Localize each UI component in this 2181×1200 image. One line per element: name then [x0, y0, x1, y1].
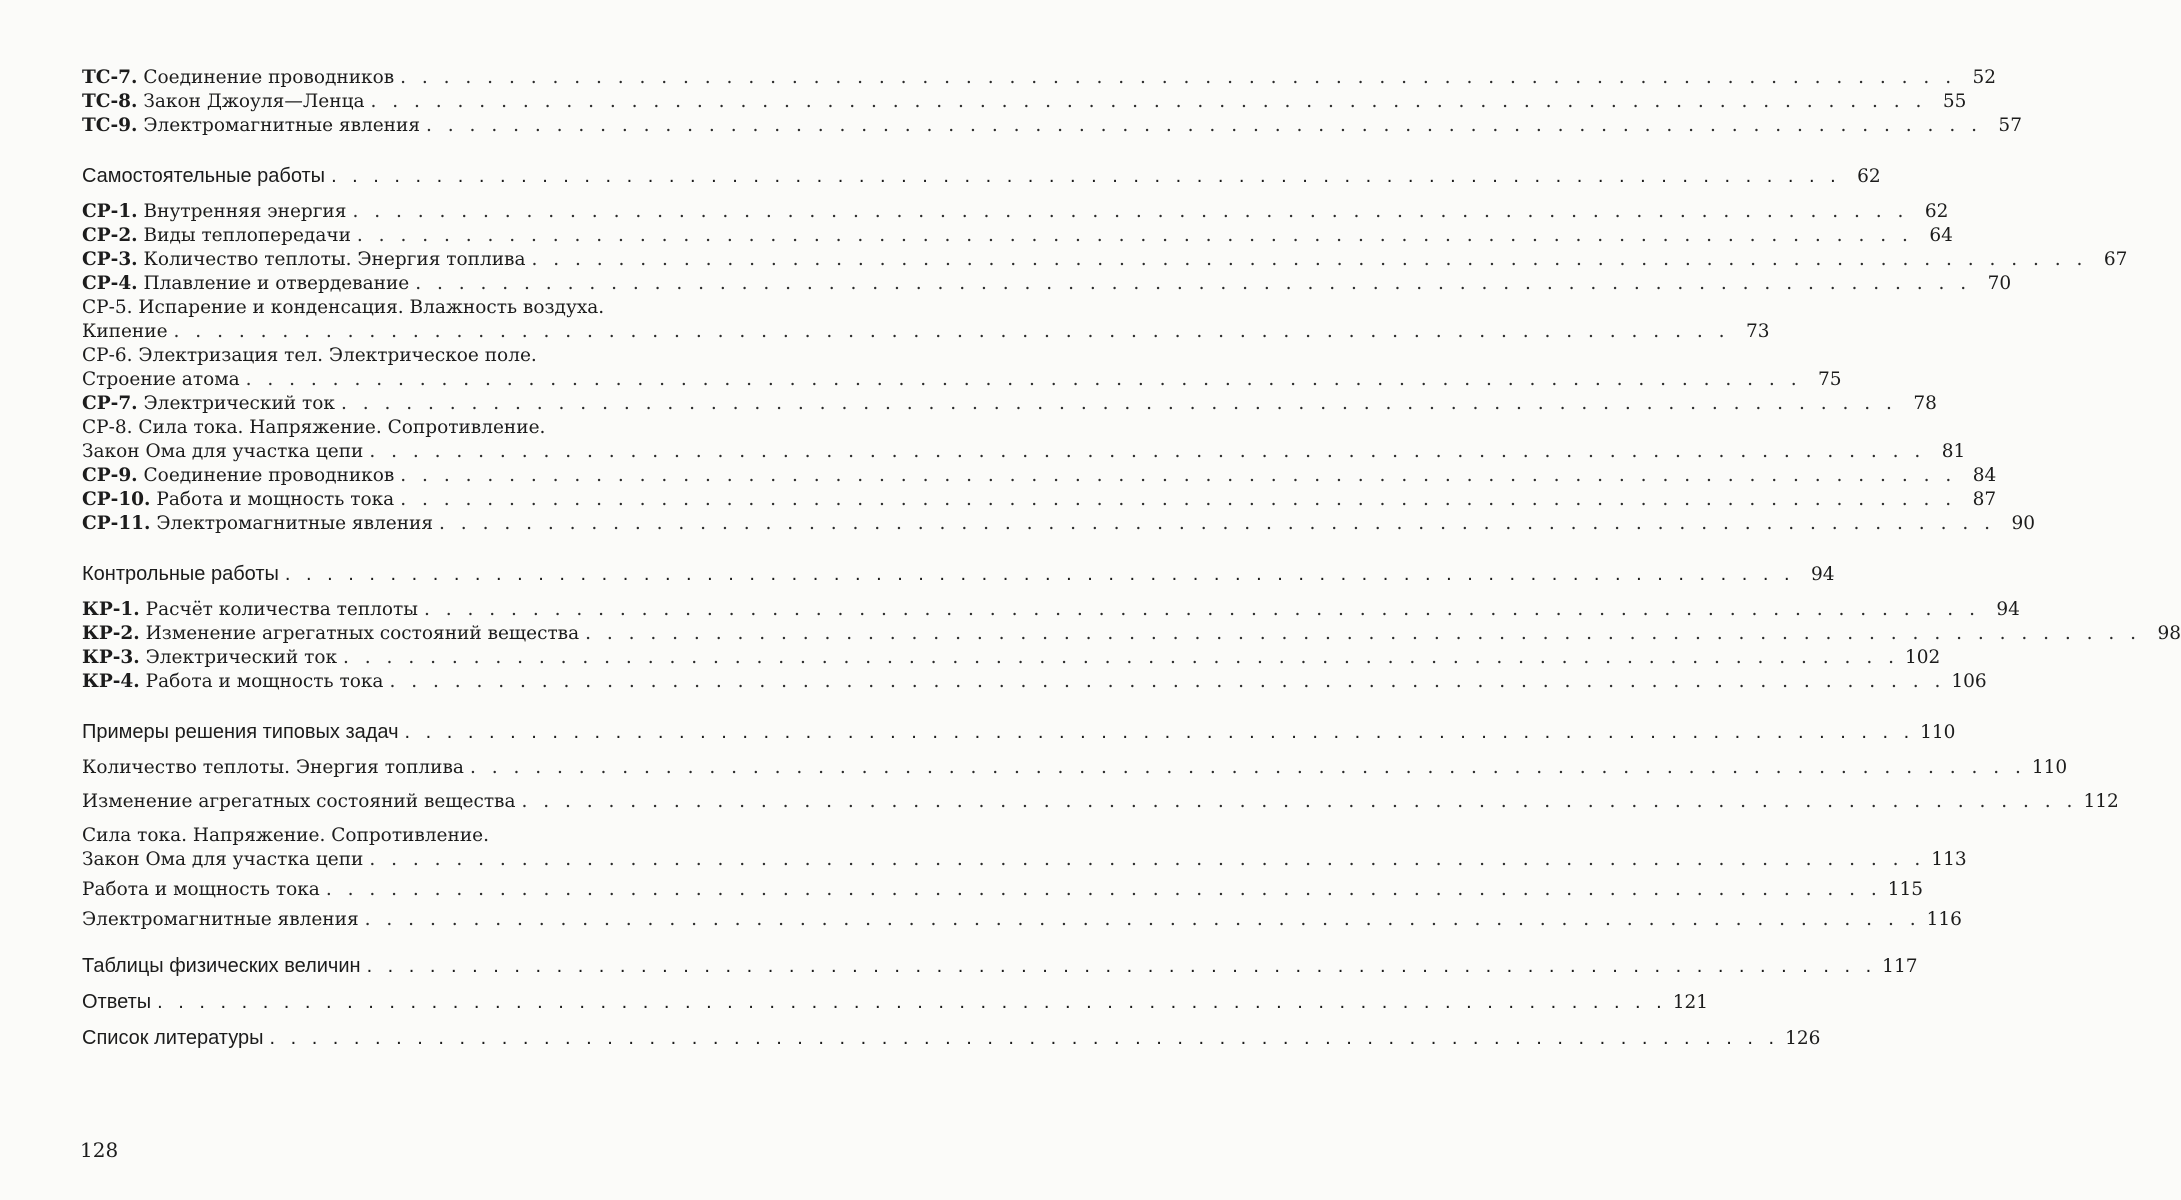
entry-code: КР-4.	[82, 671, 140, 692]
toc-entry-row	[82, 908, 1962, 932]
toc-entry-row	[82, 670, 1987, 694]
entry-page: 106	[1951, 671, 1987, 692]
entry-title: Электрический ток	[143, 393, 335, 414]
toc-entry	[82, 344, 1842, 392]
entry-text	[82, 756, 464, 780]
dot-leader: . . . . . . . . . . . . . . . . . . . . . . . . . . . . . . . . . . . . . . . . . . . . . . . . . . . . . . . . . . . . . . . . . . . . . . . .	[585, 623, 2142, 644]
entry-page: 115	[1887, 879, 1924, 900]
toc-entry	[82, 224, 1953, 248]
entry-text	[82, 878, 320, 902]
entry-text	[82, 90, 365, 114]
entry-title: Работа и мощность тока	[156, 489, 395, 510]
entry-code: СР-3.	[82, 249, 138, 270]
entry-title: Количество теплоты. Энергия топлива	[82, 757, 464, 778]
toc-entry	[82, 512, 2035, 536]
toc-section-row	[82, 952, 1918, 980]
section-title: Таблицы физических величин	[82, 955, 361, 977]
entry-title: Соединение проводников	[143, 465, 395, 486]
dot-leader: . . . . . . . . . . . . . . . . . . . . . . . . . . . . . . . . . . . . . . . . . . . . . . . . . . . . . . . . . . . . . . . . . . . . . . . .	[370, 91, 1927, 112]
entry-page: 84	[1972, 465, 1997, 486]
toc-section	[82, 952, 1918, 980]
entry-page: 87	[1972, 489, 1997, 510]
entry-title: Закон Джоуля—Ленца	[143, 91, 365, 112]
section-title: Список литературы	[82, 1027, 264, 1049]
dot-leader: . . . . . . . . . . . . . . . . . . . . . . . . . . . . . . . . . . . . . . . . . . . . . . . . . . . . . . . . . . . . . . . . . . . . . . . .	[521, 791, 2078, 812]
toc-entry-row	[82, 464, 1997, 488]
section-page: 110	[1920, 722, 1956, 743]
entry-page: 78	[1913, 393, 1937, 414]
toc-entry	[82, 90, 1967, 114]
entry-page: 75	[1818, 369, 1842, 390]
toc-entry-row	[82, 200, 1949, 224]
toc-entry-row	[82, 790, 2119, 814]
toc-entry	[82, 824, 1967, 872]
entry-title: Работа и мощность тока	[82, 879, 320, 900]
entry-continuation-row	[82, 848, 1967, 872]
entry-text	[82, 908, 359, 932]
entry-page: 94	[1996, 599, 2020, 620]
entry-title: Работа и мощность тока	[145, 671, 384, 692]
entry-page: 67	[2103, 249, 2128, 270]
toc-entry	[82, 622, 2181, 646]
dot-leader: . . . . . . . . . . . . . . . . . . . . . . . . . . . . . . . . . . . . . . . . . . . . . . . . . . . . . . . . . . . . . . . . . . . . . . . .	[426, 115, 1982, 136]
entry-title: Электромагнитные явления	[82, 909, 359, 930]
entry-page: 64	[1929, 225, 1953, 246]
entry-title: Электрический ток	[145, 647, 338, 668]
entry-page: 113	[1931, 849, 1967, 870]
entry-page: 73	[1745, 321, 1770, 342]
entry-code: СР-11.	[82, 513, 151, 534]
dot-leader: . . . . . . . . . . . . . . . . . . . . . . . . . . . . . . . . . . . . . . . . . . . . . . . . . . . . . . . . . . . . . . . . . . . . . . . .	[343, 647, 1899, 668]
entry-page: 52	[1972, 67, 1997, 88]
toc-entry-row	[82, 224, 1953, 248]
toc-entry-row	[82, 512, 2035, 536]
toc-section-row	[82, 988, 1709, 1016]
entry-title: Сила тока. Напряжение. Сопротивление.	[82, 825, 489, 846]
entry-text	[82, 392, 335, 416]
entry-continuation: Строение атома	[82, 369, 240, 390]
entry-text	[82, 66, 394, 90]
toc-entry-row	[82, 598, 2020, 622]
entry-code: КР-1.	[82, 599, 140, 620]
entry-first-line	[82, 416, 854, 440]
section-page: 126	[1785, 1028, 1821, 1049]
entry-continuation: Кипение	[82, 321, 168, 342]
entry-code: СР-8.	[82, 417, 133, 438]
entry-page: 55	[1942, 91, 1967, 112]
dot-leader: . . . . . . . . . . . . . . . . . . . . . . . . . . . . . . . . . . . . . . . . . . . . . . . . . . . . . . . . . . . . . . . . . . . . . . . .	[356, 225, 1913, 246]
entry-title: Соединение проводников	[143, 67, 395, 88]
toc-entry	[82, 272, 2012, 296]
toc-section-row	[82, 1024, 1821, 1052]
toc-entry	[82, 66, 1997, 90]
entry-page: 70	[1987, 273, 2012, 294]
section-page: 117	[1882, 956, 1918, 977]
page-number: 128	[80, 1138, 119, 1162]
toc-entry-row	[82, 248, 2128, 272]
dot-leader: . . . . . . . . . . . . . . . . . . . . . . . . . . . . . . . . . . . . . . . . . . . . . . . . . . . . . . . . . . . . . . . . . . . . . . . .	[400, 489, 1957, 510]
entry-text	[82, 224, 351, 248]
section-page: 62	[1857, 166, 1881, 187]
dot-leader: . . . . . . . . . . . . . . . . . . . . . . . . . . . . . . . . . . . . . . . . . . . . . . . . . . . . . . . . . . . . . . . . . . . . . . . .	[469, 757, 2026, 778]
entry-text	[82, 114, 420, 138]
entry-text	[82, 598, 418, 622]
dot-leader: . . . . . . . . . . . . . . . . . . . . . . . . . . . . . . . . . . . . . . . . . . . . . . . . . . . . . . . . . . . . . . . . . . . . . . . .	[415, 273, 1972, 294]
entry-code: СР-9.	[82, 465, 138, 486]
entry-code: СР-4.	[82, 273, 138, 294]
entry-title: Плавление и отвердевание	[143, 273, 410, 294]
dot-leader: . . . . . . . . . . . . . . . . . . . . . . . . . . . . . . . . . . . . . . . . . . . . . . . . . . . . . . . . . . . . . . . . . . . . . . . .	[400, 67, 1957, 88]
toc-entry	[82, 598, 2020, 622]
entry-text	[82, 464, 394, 488]
toc-entry	[82, 646, 1941, 670]
dot-leader: . . . . . . . . . . . . . . . . . . . . . . . . . . . . . . . . . . . . . . . . . . . . . . . . . . . . . . . . . . . . . . . . . . . . . . . .	[369, 849, 1926, 870]
entry-title: Виды теплопередачи	[143, 225, 351, 246]
toc-section	[82, 1024, 1821, 1052]
toc-entry	[82, 200, 1949, 224]
entry-text	[82, 790, 516, 814]
dot-leader: . . . . . . . . . . . . . . . . . . . . . . . . . . . . . . . . . . . . . . . . . . . . . . . . . . . . . . . . . . . . . . . . . . . . . . . .	[269, 1027, 1780, 1049]
dot-leader: . . . . . . . . . . . . . . . . . . . . . . . . . . . . . . . . . . . . . . . . . . . . . . . . . . . . . . . . . . . . . . . . . . . . . . . .	[157, 991, 1667, 1013]
entry-text	[82, 200, 346, 224]
dot-leader: . . . . . . . . . . . . . . . . . . . . . . . . . . . . . . . . . . . . . . . . . . . . . . . . . . . . . . . . . . . . . . . . . . . . . . . .	[325, 879, 1882, 900]
toc-entry	[82, 114, 2022, 138]
toc-section	[82, 988, 1709, 1016]
dot-leader: . . . . . . . . . . . . . . . . . . . . . . . . . . . . . . . . . . . . . . . . . . . . . . . . . . . . . . . . . . . . . . . . . . . . . . . .	[389, 671, 1946, 692]
entry-title: Сила тока. Напряжение. Сопротивление.	[138, 417, 546, 438]
entry-continuation: Закон Ома для участка цепи	[82, 441, 364, 462]
toc-entry	[82, 392, 1937, 416]
entry-page: 98	[2157, 623, 2181, 644]
entry-text	[82, 646, 337, 670]
section-title: Примеры решения типовых задач	[82, 721, 399, 743]
entry-page: 116	[1926, 909, 1962, 930]
entry-code: КР-2.	[82, 623, 140, 644]
dot-leader: . . . . . . . . . . . . . . . . . . . . . . . . . . . . . . . . . . . . . . . . . . . . . . . . . . . . . . . . . . . . . . . . . . . . . . . .	[404, 721, 1915, 743]
entry-code: СР-10.	[82, 489, 151, 510]
entry-text	[82, 488, 394, 512]
toc-entry-row	[82, 878, 1924, 902]
toc-entry-row	[82, 114, 2022, 138]
entry-text	[82, 272, 409, 296]
entry-page: 81	[1941, 441, 1966, 462]
toc-entry	[82, 756, 2068, 780]
toc-entry	[82, 878, 1924, 902]
entry-title: Испарение и конденсация. Влажность воздуха.	[138, 297, 605, 318]
toc-entry	[82, 488, 1997, 512]
entry-title: Электромагнитные явления	[143, 115, 421, 136]
dot-leader: . . . . . . . . . . . . . . . . . . . . . . . . . . . . . . . . . . . . . . . . . . . . . . . . . . . . . . . . . . . . . . . . . . . . . . . .	[369, 441, 1926, 462]
entry-text	[82, 622, 579, 646]
dot-leader: . . . . . . . . . . . . . . . . . . . . . . . . . . . . . . . . . . . . . . . . . . . . . . . . . . . . . . . . . . . . . . . . . . . . . . . .	[364, 909, 1921, 930]
toc-entry-row	[82, 66, 1997, 90]
toc-section	[82, 560, 1835, 588]
entry-code: ТС-8.	[82, 91, 138, 112]
entry-continuation-row	[82, 440, 1966, 464]
toc-section-row	[82, 560, 1835, 588]
entry-continuation: Закон Ома для участка цепи	[82, 849, 364, 870]
entry-page: 102	[1904, 647, 1941, 668]
toc-entry-row	[82, 272, 2012, 296]
toc-entry	[82, 464, 1997, 488]
section-title: Ответы	[82, 991, 152, 1013]
entry-code: СР-5.	[82, 297, 133, 318]
dot-leader: . . . . . . . . . . . . . . . . . . . . . . . . . . . . . . . . . . . . . . . . . . . . . . . . . . . . . . . . . . . . . . . . . . . . . . . .	[352, 201, 1909, 222]
toc-entry-row	[82, 646, 1941, 670]
dot-leader: . . . . . . . . . . . . . . . . . . . . . . . . . . . . . . . . . . . . . . . . . . . . . . . . . . . . . . . . . . . . . . . . . . . . . . . .	[424, 599, 1980, 620]
toc-entry-row	[82, 90, 1967, 114]
toc-entry	[82, 908, 1962, 932]
entry-code: СР-6.	[82, 345, 133, 366]
entry-code: СР-7.	[82, 393, 138, 414]
table-of-contents	[82, 66, 2181, 1052]
section-title: Самостоятельные работы	[82, 165, 326, 187]
entry-first-line	[82, 824, 854, 848]
toc-section	[82, 718, 1956, 746]
entry-first-line	[82, 296, 854, 320]
entry-code: СР-1.	[82, 201, 138, 222]
entry-title: Расчёт количества теплоты	[145, 599, 419, 620]
entry-title: Количество теплоты. Энергия топлива	[143, 249, 526, 270]
entry-title: Изменение агрегатных состояний вещества	[145, 623, 580, 644]
entry-page: 112	[2083, 791, 2119, 812]
entry-title: Внутренняя энергия	[143, 201, 347, 222]
dot-leader: . . . . . . . . . . . . . . . . . . . . . . . . . . . . . . . . . . . . . . . . . . . . . . . . . . . . . . . . . . . . . . . . . . . . . . . .	[173, 321, 1730, 342]
section-page: 94	[1810, 564, 1835, 585]
toc-entry-row	[82, 488, 1997, 512]
entry-page: 57	[1998, 115, 2022, 136]
entry-text	[82, 670, 383, 694]
dot-leader: . . . . . . . . . . . . . . . . . . . . . . . . . . . . . . . . . . . . . . . . . . . . . . . . . . . . . . . . . . . . . . . . . . . . . . . .	[331, 165, 1841, 187]
dot-leader: . . . . . . . . . . . . . . . . . . . . . . . . . . . . . . . . . . . . . . . . . . . . . . . . . . . . . . . . . . . . . . . . . . . . . . . .	[531, 249, 2088, 270]
entry-first-line	[82, 344, 854, 368]
toc-section-row	[82, 718, 1956, 746]
entry-code: КР-3.	[82, 647, 140, 668]
entry-title: Электромагнитные явления	[156, 513, 434, 534]
section-page: 121	[1672, 992, 1709, 1013]
dot-leader: . . . . . . . . . . . . . . . . . . . . . . . . . . . . . . . . . . . . . . . . . . . . . . . . . . . . . . . . . . . . . . . . . . . . . . . .	[439, 513, 1995, 534]
entry-text	[82, 248, 525, 272]
dot-leader: . . . . . . . . . . . . . . . . . . . . . . . . . . . . . . . . . . . . . . . . . . . . . . . . . . . . . . . . . . . . . . . . . . . . . . . .	[284, 563, 1795, 585]
toc-section-row	[82, 162, 1881, 190]
dot-leader: . . . . . . . . . . . . . . . . . . . . . . . . . . . . . . . . . . . . . . . . . . . . . . . . . . . . . . . . . . . . . . . . . . . . . . . .	[340, 393, 1897, 414]
entry-page: 110	[2031, 757, 2068, 778]
dot-leader: . . . . . . . . . . . . . . . . . . . . . . . . . . . . . . . . . . . . . . . . . . . . . . . . . . . . . . . . . . . . . . . . . . . . . . . .	[245, 369, 1802, 390]
entry-code: ТС-7.	[82, 67, 138, 88]
dot-leader: . . . . . . . . . . . . . . . . . . . . . . . . . . . . . . . . . . . . . . . . . . . . . . . . . . . . . . . . . . . . . . . . . . . . . . . .	[400, 465, 1957, 486]
section-title: Контрольные работы	[82, 563, 279, 585]
entry-continuation-row	[82, 320, 1770, 344]
toc-section	[82, 162, 1881, 190]
toc-entry	[82, 296, 1770, 344]
toc-entry-row	[82, 392, 1937, 416]
dot-leader: . . . . . . . . . . . . . . . . . . . . . . . . . . . . . . . . . . . . . . . . . . . . . . . . . . . . . . . . . . . . . . . . . . . . . . . .	[366, 955, 1877, 977]
entry-title: Изменение агрегатных состояний вещества	[82, 791, 516, 812]
toc-entry	[82, 416, 1966, 464]
entry-code: ТС-9.	[82, 115, 138, 136]
toc-entry-row	[82, 756, 2068, 780]
entry-title: Электризация тел. Электрическое поле.	[138, 345, 537, 366]
entry-page: 90	[2011, 513, 2035, 534]
toc-entry	[82, 670, 1987, 694]
entry-code: СР-2.	[82, 225, 138, 246]
entry-continuation-row	[82, 368, 1842, 392]
toc-entry-row	[82, 622, 2181, 646]
toc-entry	[82, 790, 2119, 814]
toc-entry	[82, 248, 2128, 272]
entry-page: 62	[1924, 201, 1949, 222]
entry-text	[82, 512, 433, 536]
